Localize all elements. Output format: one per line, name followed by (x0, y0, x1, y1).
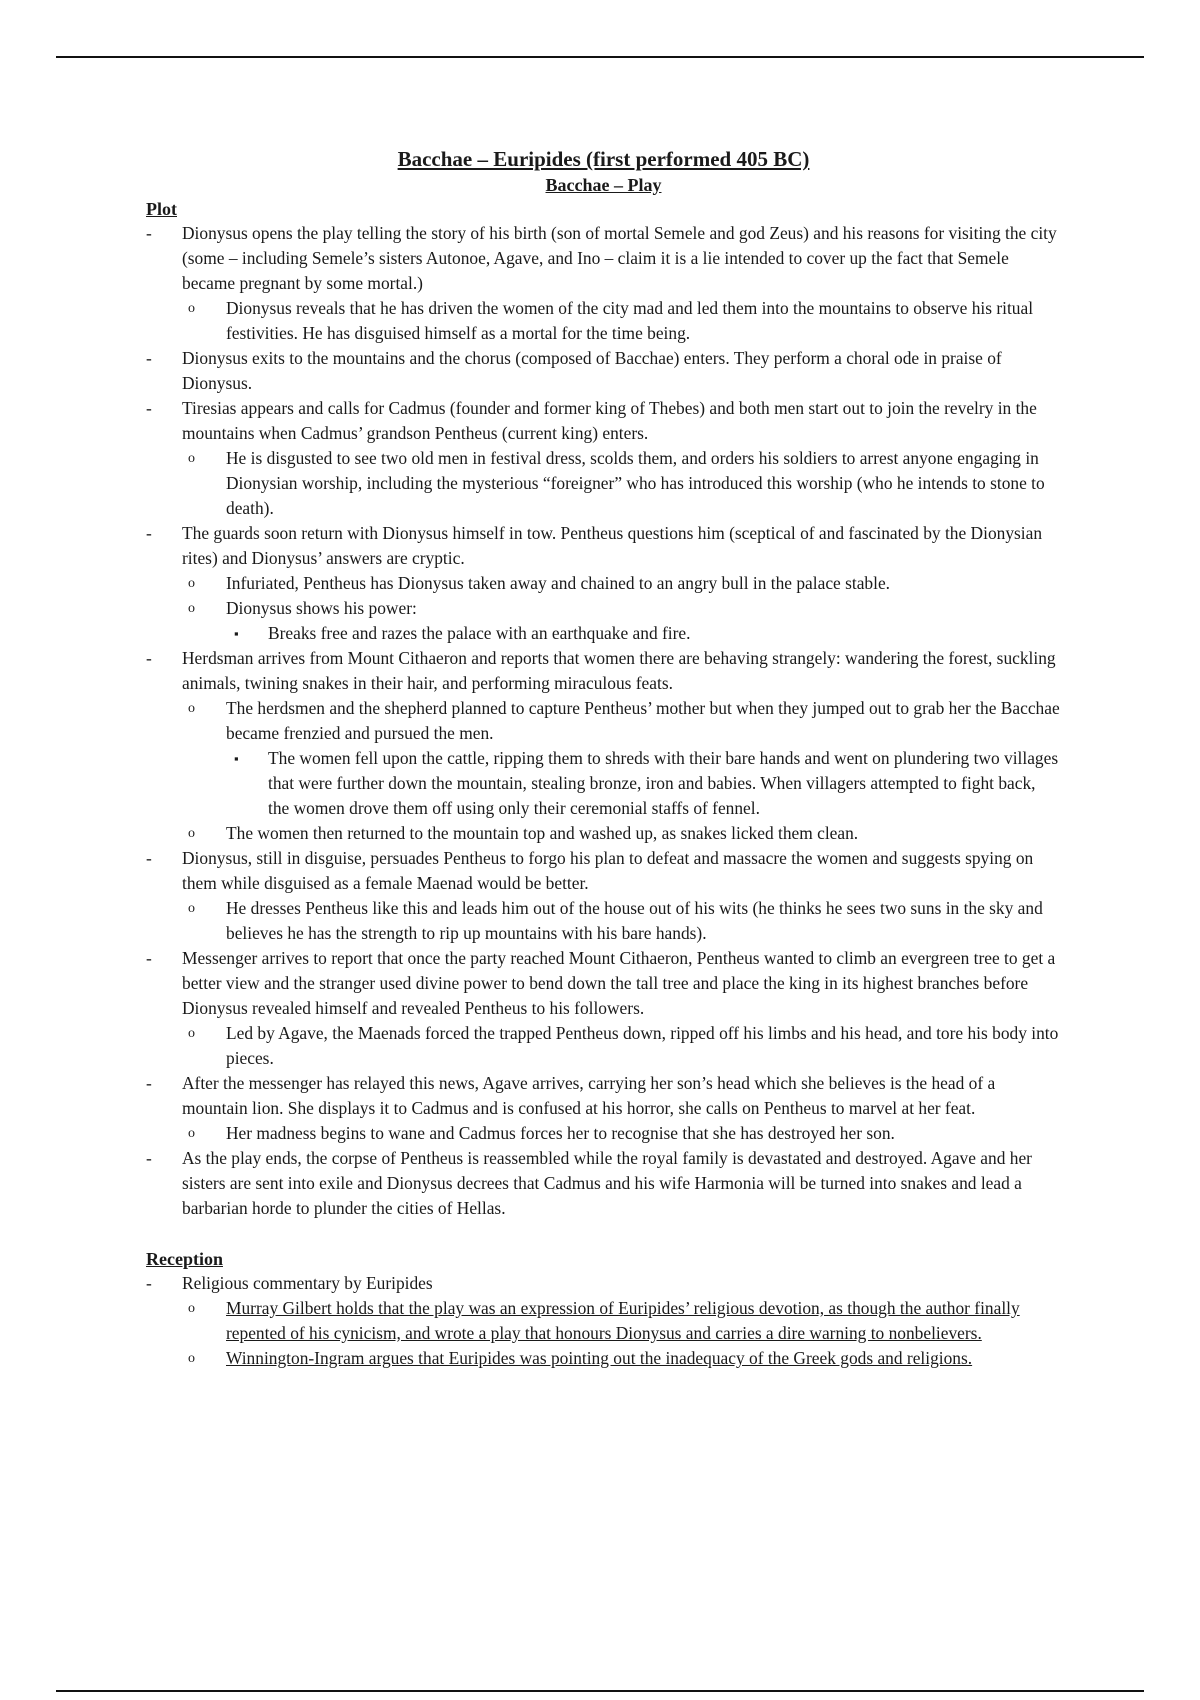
circle-bullet: o (188, 1351, 195, 1366)
circle-bullet: o (188, 701, 195, 716)
top-rule (56, 56, 1144, 58)
reception-item: - Religious commentary by Euripides (146, 1271, 1061, 1296)
circle-bullet: o (188, 1026, 195, 1041)
dash-bullet: - (146, 223, 152, 243)
plot-heading: Plot (146, 199, 177, 219)
circle-bullet: o (188, 1126, 195, 1141)
circle-bullet: o (188, 901, 195, 916)
plot-subitem: o The herdsmen and the shepherd planned to capture Pentheus’ mother but when they jumped out to grab her the Bacchae became frenzied and pursued the men. (188, 698, 1060, 743)
plot-subitem: o He is disgusted to see two old men in festival dress, scolds them, and orders his soldiers to arrest anyone engaging in Dionysian worship, including the mysterious “foreigner” who has introduced this worship (who he intends to stone to death). (188, 448, 1045, 518)
circle-bullet: o (188, 601, 195, 616)
square-bullet: ▪ (234, 751, 239, 766)
dash-bullet: - (146, 848, 152, 868)
dash-bullet: - (146, 1273, 152, 1293)
dash-bullet: - (146, 523, 152, 543)
plot-subitem: o Led by Agave, the Maenads forced the trapped Pentheus down, ripped off his limbs and his head, and tore his body into pieces. (188, 1023, 1059, 1068)
plot-subitem: o He dresses Pentheus like this and leads him out of the house out of his wits (he thinks he sees two suns in the sky and believes he has the strength to rip up mountains with his bare hands). (188, 898, 1043, 943)
plot-subsubitem: ▪ The women fell upon the cattle, ripping them to shreds with their bare hands and went on plundering two villages that were further down the mountain, stealing bronze, iron and babies. When villagers attempted to fight back, the women drove them off using only their ceremonial staffs of fennel. (234, 748, 1059, 818)
plot-item: - Dionysus exits to the mountains and the chorus (composed of Bacchae) enters. They perform a choral ode in praise of Dionysus. (146, 348, 1002, 393)
dash-bullet: - (146, 1073, 152, 1093)
dash-bullet: - (146, 348, 152, 368)
reception-list (146, 1271, 1061, 1371)
plot-item: - Dionysus, still in disguise, persuades Pentheus to forgo his plan to defeat and massacre the women and suggests spying on them while disguised as a female Maenad would be better. (146, 848, 1034, 893)
plot-item: - As the play ends, the corpse of Pentheus is reassembled while the royal family is devastated and destroyed. Agave and her sisters are sent into exile and Dionysus decrees that Cadmus and his wife Harmonia will be turned into snakes and lead a barbarian horde to plunder the cities of Hellas. (146, 1148, 1032, 1218)
circle-bullet: o (188, 826, 195, 841)
plot-subitem: o Dionysus reveals that he has driven the women of the city mad and led them into the mountains to observe his ritual festivities. He has disguised himself as a mortal for the time being. (188, 298, 1034, 343)
document-title: Bacchae – Euripides (first performed 405 BC) (397, 147, 810, 171)
dash-bullet: - (146, 648, 152, 668)
plot-subitem: o Infuriated, Pentheus has Dionysus taken away and chained to an angry bull in the palace stable. (146, 571, 1061, 596)
document-page (146, 146, 1061, 1371)
plot-list (146, 221, 1061, 1221)
circle-bullet: o (188, 1301, 195, 1316)
plot-subitem: o The women then returned to the mountain top and washed up, as snakes licked them clean. (146, 821, 1061, 846)
plot-subitem: o Her madness begins to wane and Cadmus forces her to recognise that she has destroyed her son. (146, 1121, 1061, 1146)
plot-item: - Tiresias appears and calls for Cadmus (founder and former king of Thebes) and both men start out to join the revelry in the mountains when Cadmus’ grandson Pentheus (current king) enters. (146, 398, 1037, 443)
plot-item: - Herdsman arrives from Mount Cithaeron and reports that women there are behaving strangely: wandering the forest, suckling animals, twining snakes in their hair, and performing miraculous feats. (146, 648, 1056, 693)
reception-heading: Reception (146, 1249, 223, 1269)
plot-item: - After the messenger has relayed this news, Agave arrives, carrying her son’s head which she believes is the head of a mountain lion. She displays it to Cadmus and is confused at his horror, she calls on Pentheus to marvel at her feat. (146, 1073, 996, 1118)
plot-item: - The guards soon return with Dionysus himself in tow. Pentheus questions him (sceptical of and fascinated by the Dionysian rites) and Dionysus’ answers are cryptic. (146, 523, 1043, 568)
document-subtitle: Bacchae – Play (545, 175, 662, 195)
square-bullet: ▪ (234, 626, 239, 641)
dash-bullet: - (146, 1148, 152, 1168)
plot-item: - Messenger arrives to report that once the party reached Mount Cithaeron, Pentheus wanted to climb an evergreen tree to get a better view and the stranger used divine power to bend down the tall tree and place the king in its highest branches before Dionysus revealed himself and revealed Pentheus to his followers. (146, 948, 1056, 1018)
plot-subsubitem: ▪ Breaks free and razes the palace with an earthquake and fire. (146, 621, 1061, 646)
dash-bullet: - (146, 948, 152, 968)
bottom-rule (56, 1690, 1144, 1692)
circle-bullet: o (188, 301, 195, 316)
circle-bullet: o (188, 576, 195, 591)
plot-item: - Dionysus opens the play telling the story of his birth (son of mortal Semele and god Zeus) and his reasons for visiting the city (some – including Semele’s sisters Autonoe, Agave, and Ino – claim it is a lie intended to cover up the fact that Semele became pregnant by some mortal.) (146, 223, 1057, 293)
reception-subitem: o Winnington-Ingram argues that Euripides was pointing out the inadequacy of the Greek gods and religions. (146, 1346, 1061, 1371)
plot-subitem: o Dionysus shows his power: (146, 596, 1061, 621)
dash-bullet: - (146, 398, 152, 418)
reception-subitem: o Murray Gilbert holds that the play was an expression of Euripides’ religious devotion, as though the author finally repented of his cynicism, and wrote a play that honours Dionysus and carries a dire warning to nonbelievers. (188, 1298, 1020, 1343)
circle-bullet: o (188, 451, 195, 466)
